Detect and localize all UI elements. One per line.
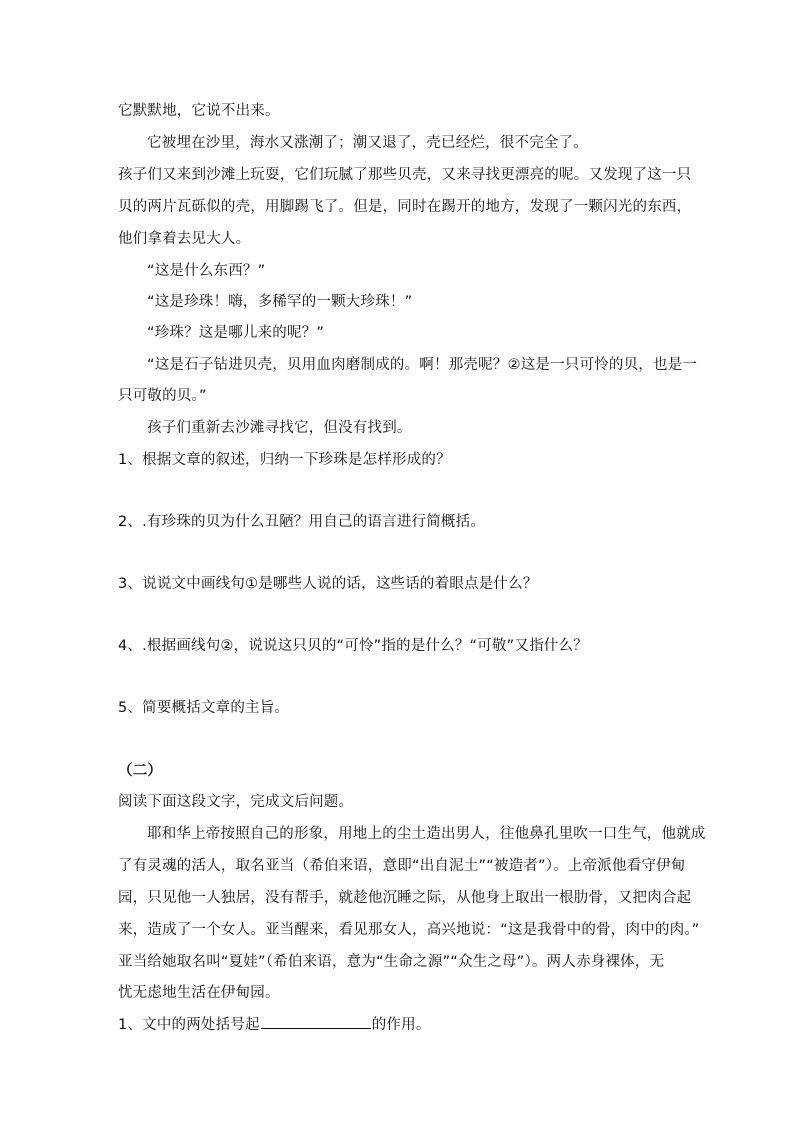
dialogue-line: “这是石子钻进贝壳，贝用血肉磨制成的。啊！那壳呢？②这是一只可怜的贝，也是一 <box>147 357 698 373</box>
question-1: 1、根据文章的叙述，归纳一下珍珠是怎样形成的？ <box>118 452 451 468</box>
passage-line: 园，只见他一人独居，没有帮手，就趁他沉睡之际，从他身上取出一根肋骨，又把肉合起 <box>118 890 692 906</box>
passage-line: 耶和华上帝按照自己的形象，用地上的尘土造出男人，往他鼻孔里吹一口生气，他就成 <box>147 826 706 842</box>
passage-line: 他们拿着去见大人。 <box>118 231 251 247</box>
question-4: 4、.根据画线句②，说说这只贝的“可怜”指的是什么？“可敬”又指什么？ <box>118 638 588 654</box>
dialogue-line: “珍珠？这是哪儿来的呢？” <box>147 325 325 341</box>
dialogue-line: “这是什么东西？” <box>147 263 266 279</box>
passage-line: 孩子们重新去沙滩寻找它，但没有找到。 <box>147 420 412 436</box>
section-instruction: 阅读下面这段文字，完成文后问题。 <box>118 794 354 810</box>
passage-line: 亚当给她取名叫“夏娃”（希伯来语，意为“生命之源”“众生之母”）。两人赤身裸体，无 <box>118 954 665 970</box>
question-suffix: 的作用。 <box>371 1017 431 1033</box>
question-5: 5、简要概括文章的主旨。 <box>118 700 290 716</box>
passage-line: 它被埋在沙里，海水又涨潮了；潮又退了，壳已经烂，很不完全了。 <box>147 135 588 151</box>
passage-line: 孩子们又来到沙滩上玩耍，它们玩腻了那些贝壳，又来寻找更漂亮的呢。又发现了这一只 <box>118 167 692 183</box>
fill-in-question <box>118 1014 431 1035</box>
passage-line: 来，造成了一个女人。亚当醒来，看见那女人，高兴地说：“这是我骨中的骨，肉中的肉。” <box>118 922 700 938</box>
question-2: 2、.有珍珠的贝为什么丑陋？用自己的语言进行简概括。 <box>118 514 486 530</box>
passage-line: 了有灵魂的活人，取名亚当（希伯来语，意即“出自泥土”“被造者”）。上帝派他看守伊甸 <box>118 858 686 874</box>
answer-blank[interactable] <box>261 1014 371 1029</box>
dialogue-line: 只可敬的贝。” <box>118 388 207 404</box>
dialogue-line: “这是珍珠！嗨，多稀罕的一颗大珍珠！” <box>147 294 413 310</box>
passage-line: 忧无虑地生活在伊甸园。 <box>118 985 280 1001</box>
question-prefix: 1、文中的两处括号起 <box>118 1017 260 1033</box>
question-3: 3、说说文中画线句①是哪些人说的话，这些话的着眼点是什么？ <box>118 576 538 592</box>
section-heading: （二） <box>118 763 163 779</box>
passage-line: 贝的两片瓦砾似的壳，用脚踢飞了。但是，同时在踢开的地方，发现了一颗闪光的东西， <box>118 199 692 215</box>
passage-line: 它默默地，它说不出来。 <box>118 103 280 119</box>
